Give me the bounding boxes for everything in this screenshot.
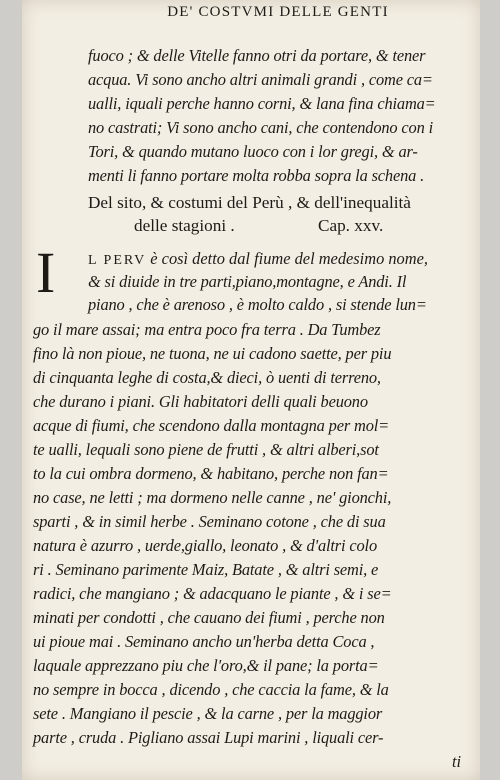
text-line: laquale apprezzano piu che l'oro,& il pane; la porta= <box>33 656 379 675</box>
text-line: no castrati; Vi sono ancho cani, che contendono con i <box>88 118 433 137</box>
running-header: DE' COSTVMI DELLE GENTI <box>167 4 389 20</box>
book-page <box>22 0 480 780</box>
opening-line <box>88 249 428 269</box>
text-line: fuoco ; & delle Vitelle fanno otri da portare, & tener <box>88 46 426 65</box>
drop-cap: I <box>36 240 56 305</box>
text-line: radici, che mangiano ; & adacquano le piante , & i se= <box>33 584 392 603</box>
text-line: piano , che è arenoso , è molto caldo , si stende lun= <box>88 295 427 314</box>
text-line: minati per condotti , che cauano dei fiumi , perche non <box>33 608 385 627</box>
catchword: ti <box>452 752 462 771</box>
text-line: no sempre in bocca , dicendo , che caccia la fame, & la <box>33 680 389 699</box>
text-line: ui pioue mai . Seminano ancho un'herba detta Coca , <box>33 632 375 651</box>
text-line: acqua. Vi sono ancho altri animali grandi , come ca= <box>88 70 433 89</box>
opening-rest: è così detto dal fiume del medesimo nome, <box>146 249 428 268</box>
text-line: acque di fiumi, che scendono dalla montagna per mol= <box>33 416 390 435</box>
text-line: Tori, & quando mutano luoco con i lor gregi, & ar- <box>88 142 418 161</box>
text-line: go il mare assai; ma entra poco fra terra . Da Tumbez <box>33 320 381 339</box>
text-line: di cinquanta leghe di costa,& dieci, ò uenti di terreno, <box>33 368 381 387</box>
text-line: ri . Seminano parimente Maiz, Batate , & altri semi, e <box>33 560 379 579</box>
text-line: menti li fanno portare molta robba sopra la schena . <box>88 166 425 185</box>
text-line: sete . Mangiano il pescie , & la carne , per la maggior <box>33 704 383 723</box>
text-line: no case, ne letti ; ma dormeno nelle canne , ne' gionchi, <box>33 488 392 507</box>
text-line: ualli, iquali perche hanno corni, & lana fina chiama= <box>88 94 436 113</box>
text-line: te ualli, lequali sono piene de frutti , & altri alberi,sot <box>33 440 379 459</box>
text-line: parte , cruda . Pigliano assai Lupi marini , liquali cer- <box>33 728 384 747</box>
text-line: natura è azurro , uerde,giallo, leonato , & d'altri colo <box>33 536 377 555</box>
text-line: to la cui ombra dormeno, & habitano, perche non fan= <box>33 464 389 483</box>
text-line: sparti , & in simil herbe . Seminano cotone , che di sua <box>33 512 386 531</box>
chapter-title-line: Del sito, & costumi del Perù , & dell'inequalità <box>88 193 411 212</box>
text-line: fino là non pioue, ne tuona, ne ui cadono saette, per piu <box>33 344 392 363</box>
chapter-number: Cap. xxv. <box>318 216 384 235</box>
small-caps: L PERV <box>88 253 147 268</box>
text-line: che durano i piani. Gli habitatori delli quali beuono <box>33 392 368 411</box>
text-line: & si diuide in tre parti,piano,montagne, e Andi. Il <box>88 272 407 291</box>
chapter-title-line: delle stagioni . <box>134 216 235 235</box>
